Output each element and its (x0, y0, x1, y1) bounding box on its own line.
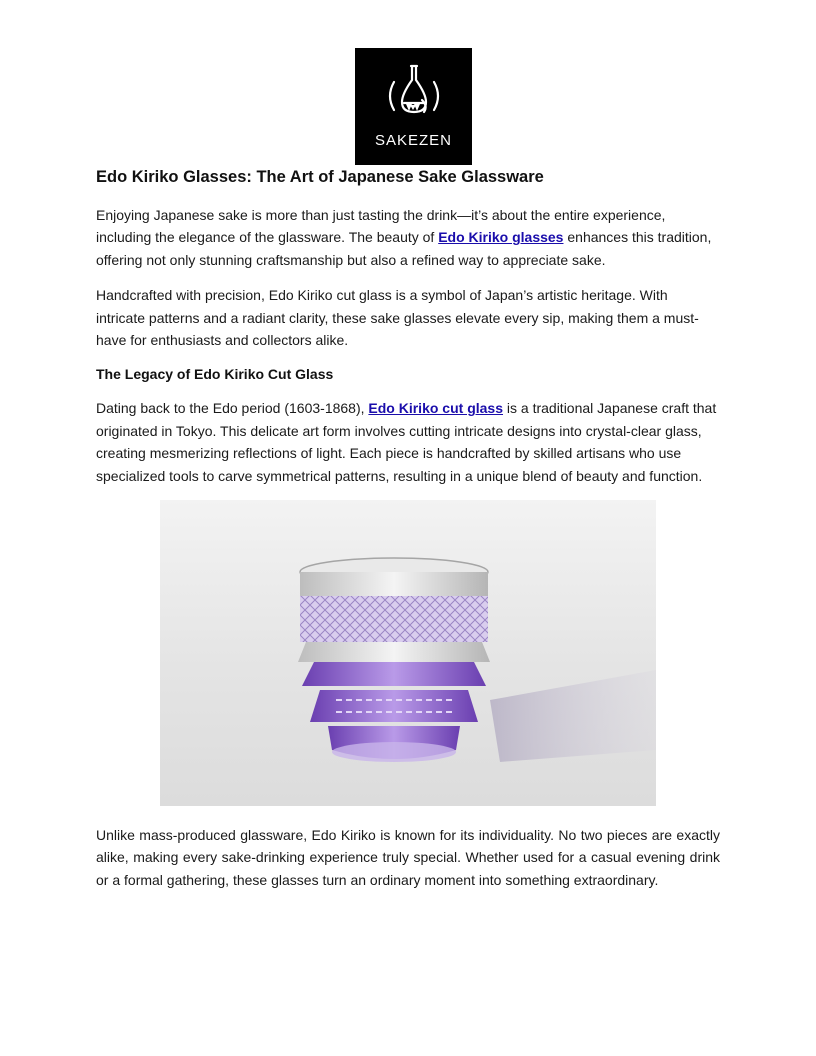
intro-text-before: Enjoying Japanese sake is more than just tasting the drink—it’s about the entire experience, including the elegance of the glassware. The beauty of (96, 207, 666, 246)
brand-logo (355, 48, 472, 165)
edo-kiriko-glasses-link[interactable]: Edo Kiriko glasses (438, 229, 564, 246)
craft-paragraph: Handcrafted with precision, Edo Kiriko cut glass is a symbol of Japan’s artistic heritage. With intricate patterns and a radiant clarity, these sake glasses elevate every sip, making them a must-have for enthusiasts and collectors alike. (96, 287, 699, 349)
individuality-paragraph: Unlike mass-produced glassware, Edo Kiriko is known for its individuality. No two pieces are exactly alike, making every sake-drinking experience truly special. Whether used for a casual evening drink or a formal gathering, these glasses turn an ordinary moment into something extraordinary. (96, 827, 720, 888)
intro-paragraph (96, 204, 720, 271)
legacy-text-before: Dating back to the Edo period (1603-1868), (96, 400, 369, 417)
brand-name: SAKEZEN (374, 132, 453, 149)
edo-kiriko-glass-photo (160, 500, 656, 806)
edo-kiriko-cut-glass-link[interactable]: Edo Kiriko cut glass (368, 400, 503, 417)
article-title: Edo Kiriko Glasses: The Art of Japanese Sake Glassware (96, 168, 544, 186)
legacy-paragraph (96, 397, 720, 487)
intro-text-after: enhances this tradition, offering not only stunning craftsmanship but also a refined way to appreciate sake. (96, 229, 712, 268)
sake-bottle-glass-icon (382, 60, 446, 128)
legacy-text-after: is a traditional Japanese craft that originated in Tokyo. This delicate art form involves cutting intricate designs into crystal-clear glass, creating mesmerizing reflections of light. Each piece is handcrafted by skilled artisans who use specialized tools to carve symmetrical patterns, resulting in a unique blend of beauty and function. (96, 400, 717, 484)
section-heading: The Legacy of Edo Kiriko Cut Glass (96, 366, 334, 383)
article (96, 166, 720, 904)
